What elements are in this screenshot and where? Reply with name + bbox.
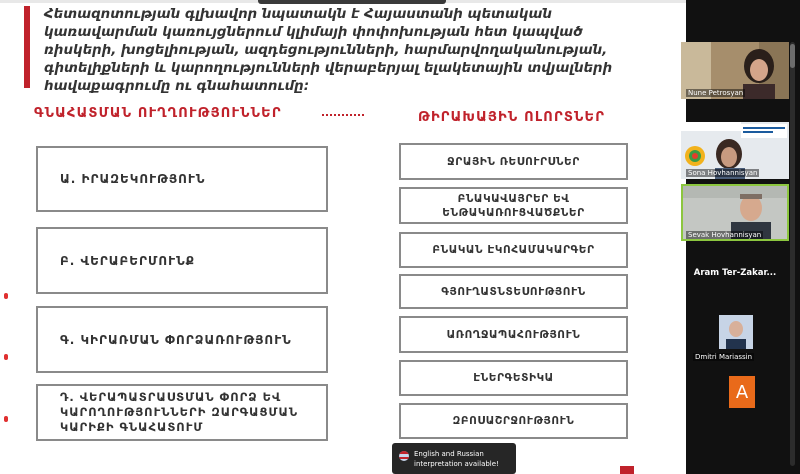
interpretation-globe-icon: [399, 451, 409, 461]
target-area-agriculture: ԳՅՈՒՂԱՏՆՏԵՍՈՒԹՅՈՒՆ: [399, 274, 628, 309]
share-toolbar-tab[interactable]: [258, 0, 446, 4]
mic-muted-icon: [4, 416, 8, 422]
target-area-ecosystems: ԲՆԱԿԱՆ ԷԿՈՀԱՄԱԿԱՐԳԵՐ: [399, 232, 628, 268]
target-area-tourism: ԶԲՈՍԱՇՐՋՈՒԹՅՈՒՆ: [399, 403, 628, 439]
target-area-health: ԱՌՈՂՋԱՊԱՀՈՒԹՅՈՒՆ: [399, 316, 628, 353]
interpretation-line-2: interpretation available!: [414, 460, 499, 468]
gallery-scrollbar[interactable]: [790, 42, 795, 466]
participant-name-2: Sona Hovhannisyan: [688, 169, 758, 177]
direction-item-c: Գ. ԿԻՐԱՌՄԱՆ ՓՈՐՁԱՌՈՒԹՅՈՒՆ: [36, 306, 328, 373]
intro-accent-bar: [24, 6, 30, 88]
participant-name-4: Aram Ter-Zakar...: [693, 268, 777, 278]
gallery-scroll-thumb[interactable]: [790, 44, 795, 68]
slide-corner-mark: [620, 466, 634, 474]
direction-item-a: Ա. ԻՐԱԶԵԿՈՒԹՅՈՒՆ: [36, 146, 328, 212]
assessment-directions-title: ԳՆԱՀԱՏՄԱՆ ՈՒՂՂՈՒԹՅՈՒՆՆԵՐ: [34, 106, 282, 121]
participant-name-1: Nune Petrosyan: [688, 89, 744, 97]
interpretation-line-1: English and Russian: [414, 450, 484, 458]
target-area-water: ՋՐԱՅԻՆ ՌԵՍՈՒՐՍՆԵՐ: [399, 143, 628, 180]
direction-item-d: Դ. ՎԵՐԱՊԱՏՐԱՍՏՄԱՆ ՓՈՐՁ ԵՎ ԿԱՐՈՂՈՒԹՅՈՒՆՆԵՐԻ ԶԱՐԳԱՑՄԱՆ ԿԱՐԻՔԻ ԳՆԱՀԱՏՈՒՄ: [36, 384, 328, 441]
participant-video-5[interactable]: [719, 315, 753, 349]
participant-tile-3-active-speaker[interactable]: [681, 184, 789, 241]
title-dots: [322, 114, 364, 116]
interpretation-notice[interactable]: [392, 443, 516, 474]
participant-tile-2[interactable]: [681, 122, 789, 179]
target-areas-title: ԹԻՐԱԽԱՅԻՆ ՈԼՈՐՏՆԵՐ: [418, 110, 606, 125]
target-area-energy: ԷՆԵՐԳԵՏԻԿԱ: [399, 360, 628, 396]
participant-avatar-6[interactable]: A: [729, 376, 755, 408]
participant-5-photo: [719, 315, 753, 349]
intro-text: Հետազոտության գլխավոր նպատակն է Հայաստանի պետական կառավարման կառույցներում կլիմայի փոփոխության հետ կապված ռիսկերի, խոցելիության, ազդեցությունների, հարմարվողականության, գիտելիքների և կարողությունների վերաբերյալ ելակետային տվյալների հավաքագրումը ու գնահատումը:: [44, 7, 613, 94]
mic-muted-icon: [4, 354, 8, 360]
participant-tile-1[interactable]: [681, 42, 789, 99]
direction-item-b: Բ. ՎԵՐԱԲԵՐՄՈՒՆՔ: [36, 227, 328, 294]
participant-name-5: Dmitri Mariassin: [695, 353, 753, 361]
mic-muted-icon: [4, 293, 8, 299]
participant-name-3: Sevak Hovhannisyan: [688, 231, 762, 239]
target-area-settlements: ԲՆԱԿԱՎԱՅՐԵՐ ԵՎ ԵՆԹԱԿԱՌՈՒՑՎԱԾՔՆԵՐ: [399, 187, 628, 224]
